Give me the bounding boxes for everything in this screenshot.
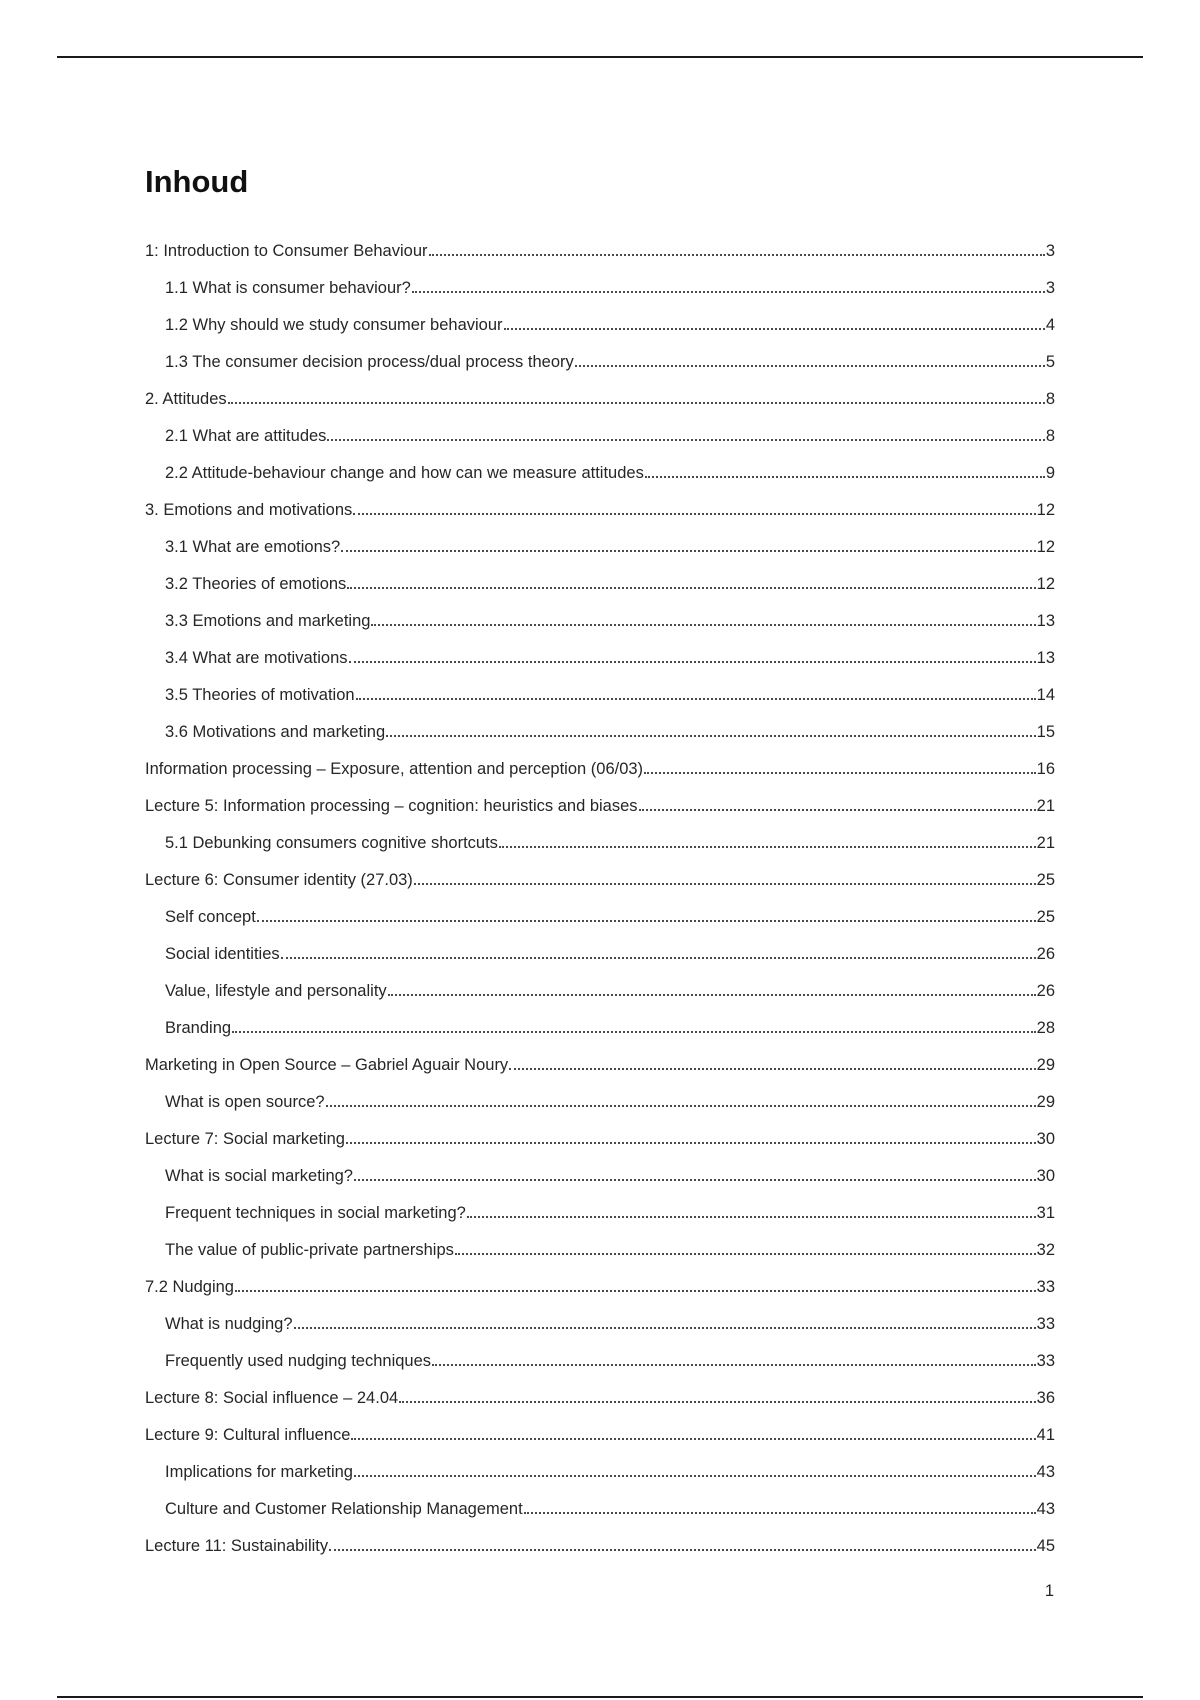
page-number: 1 [1044, 1582, 1054, 1600]
toc-entry-title: Frequent techniques in social marketing? [165, 1203, 466, 1222]
toc-entry-title: 3.1 What are emotions? [165, 537, 341, 556]
toc-entry-page: 32 [1036, 1240, 1055, 1259]
toc-entry-title: Lecture 9: Cultural influence [145, 1425, 351, 1444]
dot-leader [232, 1030, 1036, 1033]
toc-entry-title: Information processing – Exposure, attention and perception (06/03) [145, 759, 644, 778]
toc-entry-page: 28 [1036, 1018, 1055, 1037]
toc-entry-title: Lecture 5: Information processing – cognition: heuristics and biases [145, 796, 638, 815]
dot-leader [412, 290, 1045, 293]
dot-leader [644, 771, 1036, 774]
toc-entry-page: 43 [1036, 1499, 1055, 1518]
toc-entry[interactable] [145, 1480, 1055, 1517]
toc-entry-title: 3.4 What are motivations [165, 648, 348, 667]
toc-entry-page: 30 [1036, 1129, 1055, 1148]
dot-leader [356, 697, 1036, 700]
dot-leader [235, 1289, 1036, 1292]
toc-entry[interactable] [145, 444, 1055, 481]
dot-leader [354, 1474, 1036, 1477]
dot-leader [386, 734, 1036, 737]
toc-entry-title: Lecture 6: Consumer identity (27.03) [145, 870, 413, 889]
toc-entry-title: 1.1 What is consumer behaviour? [165, 278, 411, 297]
toc-entry-title: What is nudging? [165, 1314, 293, 1333]
toc-entry[interactable] [145, 888, 1055, 925]
toc-entry-page: 31 [1036, 1203, 1055, 1222]
header-rule [57, 56, 1143, 58]
toc-entry[interactable] [145, 777, 1055, 814]
toc-entry-title: Lecture 7: Social marketing [145, 1129, 345, 1148]
toc-entry-page: 43 [1036, 1462, 1055, 1481]
dot-leader [639, 808, 1036, 811]
toc-entry[interactable] [145, 1406, 1055, 1443]
dot-leader [467, 1215, 1036, 1218]
dot-leader [524, 1511, 1036, 1514]
dot-leader [281, 956, 1036, 959]
dot-leader [327, 438, 1044, 441]
toc-entry-title: Value, lifestyle and personality [165, 981, 387, 1000]
footer-rule [57, 1696, 1143, 1698]
toc-entry-title: 3.2 Theories of emotions [165, 574, 347, 593]
toc-entry-page: 4 [1045, 315, 1055, 334]
toc-entry-page: 33 [1036, 1277, 1055, 1296]
toc-entry-title: Frequently used nudging techniques [165, 1351, 432, 1370]
toc-entry-page: 9 [1045, 463, 1055, 482]
toc-entry[interactable] [145, 1147, 1055, 1184]
toc-entry-page: 29 [1036, 1055, 1055, 1074]
toc-entry[interactable] [145, 333, 1055, 370]
toc-entry-page: 26 [1036, 944, 1055, 963]
toc-entry-page: 36 [1036, 1388, 1055, 1407]
toc-entry-page: 12 [1036, 574, 1055, 593]
toc-entry[interactable] [145, 222, 1055, 259]
toc-entry-title: 3.6 Motivations and marketing [165, 722, 386, 741]
toc-entry[interactable] [145, 481, 1055, 518]
toc-entry-page: 12 [1036, 537, 1055, 556]
toc-entry[interactable] [145, 1073, 1055, 1110]
toc-entry-title: 5.1 Debunking consumers cognitive shortcuts [165, 833, 498, 852]
toc-entry[interactable] [145, 1110, 1055, 1147]
toc-entry[interactable] [145, 666, 1055, 703]
toc-entry-title: Marketing in Open Source – Gabriel Aguair Noury [145, 1055, 509, 1074]
toc-entry-title: Lecture 8: Social influence – 24.04 [145, 1388, 399, 1407]
toc-entry[interactable] [145, 1517, 1055, 1554]
toc-entry-page: 14 [1036, 685, 1055, 704]
toc-entry[interactable] [145, 925, 1055, 962]
toc-entry-title: Social identities [165, 944, 280, 963]
toc-entry[interactable] [145, 1332, 1055, 1369]
toc-entry-title: 2.1 What are attitudes [165, 426, 327, 445]
toc-entry[interactable] [145, 962, 1055, 999]
dot-leader [371, 623, 1035, 626]
dot-leader [351, 1437, 1035, 1440]
toc-entry[interactable] [145, 851, 1055, 888]
toc-entry-page: 41 [1036, 1425, 1055, 1444]
toc-entry-page: 3 [1045, 278, 1055, 297]
toc-entry-page: 13 [1036, 611, 1055, 630]
toc-entry-page: 30 [1036, 1166, 1055, 1185]
toc-entry-page: 26 [1036, 981, 1055, 1000]
table-of-contents [145, 222, 1055, 1554]
toc-entry-title: Lecture 11: Sustainability [145, 1536, 329, 1555]
toc-entry-title: Culture and Customer Relationship Management [165, 1499, 523, 1518]
dot-leader [353, 512, 1035, 515]
toc-entry[interactable] [145, 1036, 1055, 1073]
toc-entry-title: 1.3 The consumer decision process/dual process theory [165, 352, 574, 371]
toc-entry-page: 5 [1045, 352, 1055, 371]
toc-entry[interactable] [145, 555, 1055, 592]
toc-entry[interactable] [145, 1443, 1055, 1480]
toc-entry[interactable] [145, 296, 1055, 333]
toc-entry[interactable] [145, 1184, 1055, 1221]
dot-leader [414, 882, 1036, 885]
toc-entry-title: Branding [165, 1018, 232, 1037]
dot-leader [504, 327, 1045, 330]
toc-entry[interactable] [145, 370, 1055, 407]
dot-leader [509, 1067, 1035, 1070]
toc-entry-title: The value of public-private partnerships [165, 1240, 454, 1259]
dot-leader [346, 1141, 1036, 1144]
toc-entry[interactable] [145, 1258, 1055, 1295]
dot-leader [347, 586, 1035, 589]
toc-entry-title: 3.5 Theories of motivation [165, 685, 355, 704]
toc-entry-page: 8 [1045, 426, 1055, 445]
toc-title: Inhoud [145, 164, 249, 199]
toc-entry-title: 2. Attitudes [145, 389, 227, 408]
toc-entry-title: 1.2 Why should we study consumer behaviour [165, 315, 503, 334]
toc-entry-title: Self concept [165, 907, 256, 926]
toc-entry-title: 2.2 Attitude-behaviour change and how can we measure attitudes [165, 463, 644, 482]
toc-entry-title: 1: Introduction to Consumer Behaviour [145, 241, 428, 260]
toc-entry[interactable] [145, 407, 1055, 444]
toc-entry-page: 25 [1036, 870, 1055, 889]
toc-entry[interactable] [145, 518, 1055, 555]
dot-leader [326, 1104, 1036, 1107]
dot-leader [499, 845, 1036, 848]
toc-entry[interactable] [145, 814, 1055, 851]
dot-leader [388, 993, 1036, 996]
toc-entry-page: 45 [1036, 1536, 1055, 1555]
dot-leader [455, 1252, 1036, 1255]
toc-entry-title: What is social marketing? [165, 1166, 353, 1185]
dot-leader [432, 1363, 1036, 1366]
dot-leader [575, 364, 1045, 367]
dot-leader [329, 1548, 1036, 1551]
toc-entry-title: 3. Emotions and motivations [145, 500, 353, 519]
toc-entry-page: 13 [1036, 648, 1055, 667]
toc-entry-page: 29 [1036, 1092, 1055, 1111]
toc-entry[interactable] [145, 259, 1055, 296]
toc-entry-title: Implications for marketing [165, 1462, 353, 1481]
dot-leader [354, 1178, 1036, 1181]
toc-entry-page: 33 [1036, 1351, 1055, 1370]
toc-entry[interactable] [145, 740, 1055, 777]
dot-leader [349, 660, 1036, 663]
toc-entry-page: 33 [1036, 1314, 1055, 1333]
toc-entry[interactable] [145, 592, 1055, 629]
toc-entry-page: 21 [1036, 796, 1055, 815]
toc-entry[interactable] [145, 1295, 1055, 1332]
dot-leader [645, 475, 1045, 478]
dot-leader [399, 1400, 1035, 1403]
toc-entry-page: 15 [1036, 722, 1055, 741]
toc-entry[interactable] [145, 629, 1055, 666]
toc-entry[interactable] [145, 703, 1055, 740]
toc-entry-page: 8 [1045, 389, 1055, 408]
dot-leader [257, 919, 1036, 922]
dot-leader [294, 1326, 1036, 1329]
toc-entry-title: 3.3 Emotions and marketing [165, 611, 371, 630]
toc-entry-page: 21 [1036, 833, 1055, 852]
toc-entry-title: What is open source? [165, 1092, 325, 1111]
toc-entry[interactable] [145, 1221, 1055, 1258]
toc-entry-page: 3 [1045, 241, 1055, 260]
toc-entry-page: 16 [1036, 759, 1055, 778]
dot-leader [341, 549, 1035, 552]
dot-leader [429, 253, 1045, 256]
dot-leader [228, 401, 1045, 404]
toc-entry-page: 25 [1036, 907, 1055, 926]
toc-entry[interactable] [145, 1369, 1055, 1406]
toc-entry-title: 7.2 Nudging [145, 1277, 234, 1296]
toc-entry-page: 12 [1036, 500, 1055, 519]
toc-entry[interactable] [145, 999, 1055, 1036]
